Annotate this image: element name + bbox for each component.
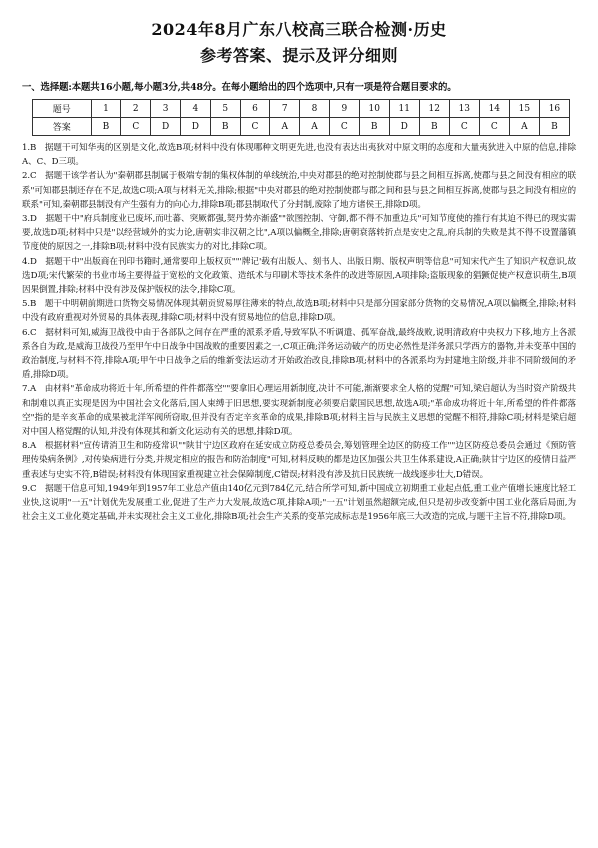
question-number: 15 bbox=[509, 100, 539, 118]
answer-cell: A bbox=[300, 118, 330, 136]
question-number: 8 bbox=[300, 100, 330, 118]
question-number: 9 bbox=[329, 100, 359, 118]
explanation-list bbox=[22, 141, 576, 524]
question-number: 7 bbox=[270, 100, 300, 118]
answer-cell: C bbox=[479, 118, 509, 136]
answer-cell: D bbox=[180, 118, 210, 136]
answer-cell: A bbox=[270, 118, 300, 136]
explanation-item: 3.D 据题干中"府兵制度业已废坏,而吐蕃、突厥都强,契丹势亦渐盛""欲图控制、守御,都不得不加重边兵"可知节度使的推行有其迫不得已的现实需要,故选D项;材料中只是"以经营域外的实力论,唐朝实非汉朝之比",A项以偏概全,排除;唐朝衰落转折点是安史之乱,府兵制的失败是其不得不设置藩镇节度使的原因之一,排除B项;材料中没有民族实力的对比,排除C项。 bbox=[22, 214, 576, 253]
answer-cell: B bbox=[419, 118, 449, 136]
explanation-item: 7.A 由材料"革命成功将近十年,所希望的件件都落空""要拿旧心理运用新制度,决计不可能,渐渐要求全人格的觉醒"可知,梁启超认为当时资产阶级共和制难以真正实现是因为中国社会文化落后,国人束缚于旧思想,要实现新制度必须要启蒙国民思想,故选A项;"革命成功将近十年,所希望的件件都落空"指的是辛亥革命的成果被北洋军阀所窃取,但并没有否定辛亥革命的成果,排除B项;材料主旨与民族主义思想的觉醒不相符,排除C项;材料是梁启超对中国人格觉醒的认知,并没有体现其和新文化运动有关的思想,排除D项。 bbox=[22, 384, 576, 438]
answer-cell: B bbox=[359, 118, 389, 136]
question-number: 1 bbox=[91, 100, 121, 118]
explanation-item: 4.D 据题干中"出版商在刊印书籍时,通常要印上版权页""'牌记'载有出版人、刻书人、出版日期、版权声明等信息"可知宋代产生了知识产权意识,故选D项;宋代繁荣的书业市场主要得益于宽松的文化政策、造纸术与印刷术等技术条件的改进等原因,A项排除;盗版现象的猖獗促使产权意识萌生,B项因果倒置,排除;材料中没有涉及保护版权的法令,排除C项。 bbox=[22, 256, 576, 296]
question-number-row bbox=[33, 100, 570, 118]
answer-cell: D bbox=[151, 118, 181, 136]
page-title: 2024年8月广东八校高三联合检测·历史 bbox=[151, 20, 447, 39]
answer-cell: D bbox=[389, 118, 419, 136]
question-number: 3 bbox=[151, 100, 181, 118]
question-number: 10 bbox=[359, 100, 389, 118]
question-number: 11 bbox=[389, 100, 419, 118]
question-number: 4 bbox=[180, 100, 210, 118]
answer-cell: C bbox=[121, 118, 151, 136]
question-number: 6 bbox=[240, 100, 270, 118]
question-number: 13 bbox=[449, 100, 479, 118]
explanation-item: 5.B 题干中明朝前期进口货物交易情况体现其朝贡贸易厚往薄来的特点,故选B项;材料中只是部分国家部分货物的交易情况,A项以偏概全,排除;材料中没有政府重视对外贸易的具体表现,排除C项;材料中没有贸易地位的信息,排除D项。 bbox=[22, 299, 576, 324]
explanation-item: 1.B 据题干可知华夷的区别是文化,故选B项;材料中没有体现哪种文明更先进,也没有表达出夷狄对中原文明的态度和大量夷狄进入中原的信息,排除A、C、D三项。 bbox=[22, 143, 576, 168]
explanation-item: 8.A 根据材料"宣传请消卫生和防疫常识""陕甘宁边区政府在延安成立防疫总委员会,筹划管理全边区的防疫工作""边区防疫总委员会通过《预防管理传染病条例》,对传染病进行分类,并规定相应的报告和防治制度"可知,材料反映的都是边区加强公共卫生体系建设,A正确;陕甘宁边区的疫情日益严重表述与史实不符,B错误;材料没有体现国家重视建立社会保障制度,C错误;材料没有涉及抗日民族统一战线逐步壮大,D错误。 bbox=[22, 441, 576, 480]
row-label-question: 题号 bbox=[33, 100, 92, 118]
answer-cell: C bbox=[240, 118, 270, 136]
explanation-item: 6.C 据材料可知,威海卫战役中由于各部队之间存在严重的派系矛盾,导致军队不听调遣、孤军奋战,最终战败,说明清政府中央权力下移,地方上各派系各自为政,是威海卫战役乃至甲午中日战争中国战败的重要因素之一,C项正确;洋务运动破产的历史必然性是洋务派只学西方的器物,并未变革中国的政治制度,与材料不符,排除A项;甲午中日战争之后的维新变法运动才开始政治改良,排除B项;材料中的各派系均为封建地主阶级,并非不同阶级间的矛盾,排除D项。 bbox=[22, 327, 576, 381]
question-number: 2 bbox=[121, 100, 151, 118]
answer-cell: B bbox=[91, 118, 121, 136]
question-number: 12 bbox=[419, 100, 449, 118]
row-label-answer: 答案 bbox=[33, 118, 92, 136]
explanation-item: 2.C 据题干该学者认为"秦朝郡县制属于极端专制的集权体制的单线统治,中央对郡县的绝对控制使郡与县之间相互拆离,使郡与县之间没有相应的联系"可知郡县制还存在不足,故选C项;A项与材料无关,排除;根据"中央对郡县的绝对控制使郡与郡之间和县与县之间相互拆离,使郡与县之间没有相应的联系"可知,秦朝郡县制没有产生强有力的向心力,排除B项;郡县制取代了分封制,废除了地方诸侯王,排除D项。 bbox=[22, 171, 576, 210]
page-subtitle: 参考答案、提示及评分细则 bbox=[199, 46, 398, 65]
answer-table bbox=[32, 99, 570, 136]
question-number: 5 bbox=[210, 100, 240, 118]
answer-cell: A bbox=[509, 118, 539, 136]
answer-cell: C bbox=[329, 118, 359, 136]
answer-cell: C bbox=[449, 118, 479, 136]
section-instruction: 一、选择题:本题共16小题,每小题3分,共48分。在每小题给出的四个选项中,只有一项是符合题目要求的。 bbox=[22, 82, 457, 93]
answer-cell: B bbox=[539, 118, 569, 136]
explanation-item: 9.C 据题干信息可知,1949年到1957年工业总产值由140亿元到784亿元,结合所学可知,新中国成立初期重工业起点低,重工业产值增长速度比轻工业快,这说明"一五"计划优先发展重工业,促进了生产力大发展,故选C项,排除A项;"一五"计划虽然超额完成,但只是初步改变新中国工业化落后局面,为社会主义工业化奠定基础,并未实现社会主义工业化,排除B项;社会生产关系的变革完成标志是1956年底三大改造的完成,与题干主旨不符,排除D项。 bbox=[22, 483, 576, 523]
question-number: 16 bbox=[539, 100, 569, 118]
question-number: 14 bbox=[479, 100, 509, 118]
answer-row bbox=[33, 118, 570, 136]
answer-cell: B bbox=[210, 118, 240, 136]
